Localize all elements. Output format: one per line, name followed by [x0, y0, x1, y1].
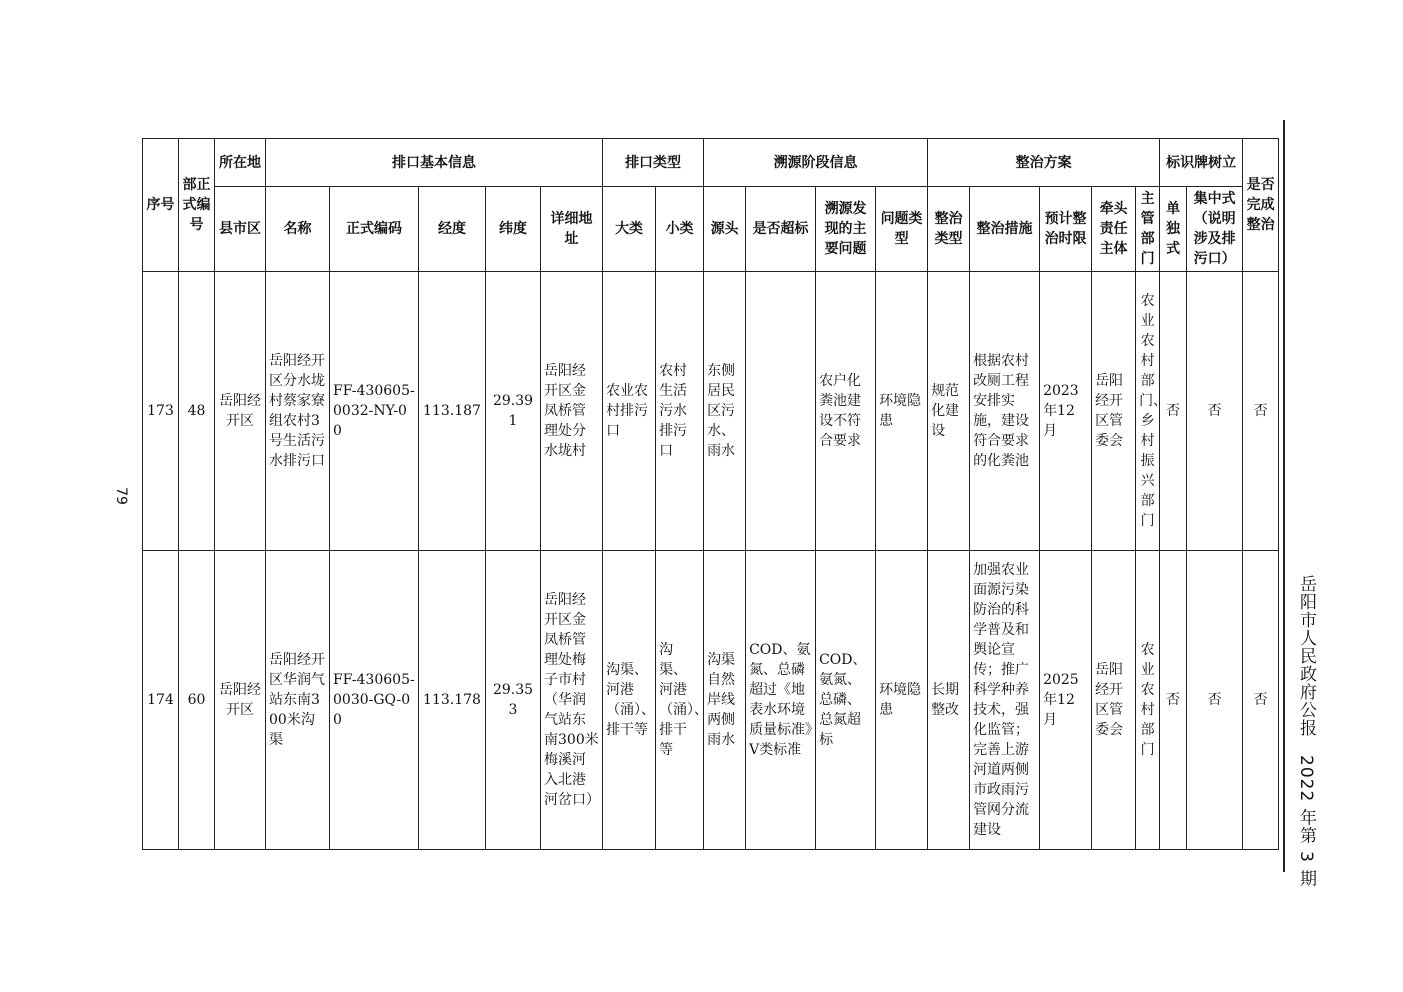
- cell-lat: 29.391: [486, 272, 541, 551]
- cell-problem: 农户化粪池建设不符合要求: [816, 272, 876, 551]
- journal-title: [1294, 575, 1319, 887]
- cell-address: 岳阳经开区金凤桥管理处分水垅村: [541, 272, 603, 551]
- cell-fix-type: 规范化建设: [928, 272, 970, 551]
- cell-source: 沟渠自然岸线两侧雨水: [704, 551, 746, 850]
- header-lng: 经度: [419, 187, 486, 272]
- cell-problem-type: 环境隐患: [876, 272, 928, 551]
- header-problem: 溯源发现的主要问题: [816, 187, 876, 272]
- header-fix-type: 整治类型: [928, 187, 970, 272]
- cell-code: FF-430605-0032-NY-00: [330, 272, 419, 551]
- cell-dept: 农业农村部门、乡村振兴部门: [1136, 272, 1160, 551]
- margin-rule: [1283, 120, 1285, 872]
- header-exceed: 是否超标: [746, 187, 816, 272]
- cell-problem: COD、氨氮、总磷、总氮超标: [816, 551, 876, 850]
- cell-county: 岳阳经开区: [215, 551, 266, 850]
- cell-county: 岳阳经开区: [215, 272, 266, 551]
- header-county: 县市区: [215, 187, 266, 272]
- cell-lng: 113.178: [419, 551, 486, 850]
- cell-seq: 174: [143, 551, 179, 850]
- header-problem-type: 问题类型: [876, 187, 928, 272]
- header-trace: 溯源阶段信息: [704, 139, 928, 187]
- header-outlet-type: 排口类型: [603, 139, 704, 187]
- cell-name: 岳阳经开区华润气站东南300米沟渠: [266, 551, 330, 850]
- cell-done: 否: [1243, 551, 1279, 850]
- cell-deadline: 2025年12月: [1040, 551, 1092, 850]
- header-deadline: 预计整治时限: [1040, 187, 1092, 272]
- header-sign: 标识牌树立: [1160, 139, 1243, 187]
- cell-seq: 173: [143, 272, 179, 551]
- header-lat: 纬度: [486, 187, 541, 272]
- cell-measures: 加强农业面源污染防治的科学普及和舆论宣传；推广科学种养技术，强化监管；完善上游河道两侧市政雨污管网分流建设: [970, 551, 1040, 850]
- header-address: 详细地址: [541, 187, 603, 272]
- header-measures: 整治措施: [970, 187, 1040, 272]
- header-dept: 主管部门: [1136, 187, 1160, 272]
- header-major: 大类: [603, 187, 656, 272]
- cell-done: 否: [1243, 272, 1279, 551]
- cell-address: 岳阳经开区金凤桥管理处梅子市村（华润气站东南300米梅溪河入北港河岔口）: [541, 551, 603, 850]
- header-plan: 整治方案: [928, 139, 1160, 187]
- cell-minor: 沟渠、河港（涌）、排干等: [656, 551, 704, 850]
- header-outlet-info: 排口基本信息: [266, 139, 603, 187]
- header-code: 正式编码: [330, 187, 419, 272]
- cell-dept: 农业农村部门: [1136, 551, 1160, 850]
- header-single: 单独式: [1160, 187, 1187, 272]
- cell-lead: 岳阳经开区管委会: [1092, 551, 1136, 850]
- cell-major: 农业农村排污口: [603, 272, 656, 551]
- cell-code: FF-430605-0030-GQ-00: [330, 551, 419, 850]
- cell-central: 否: [1187, 551, 1243, 850]
- table-row: [143, 551, 1279, 850]
- cell-dept-code: 48: [179, 272, 215, 551]
- cell-deadline: 2023年12月: [1040, 272, 1092, 551]
- cell-exceed: COD、氨氮、总磷超过《地表水环境质量标准》V类标准: [746, 551, 816, 850]
- outlet-table: [142, 138, 1279, 850]
- cell-measures: 根据农村改厕工程安排实施，建设符合要求的化粪池: [970, 272, 1040, 551]
- cell-lead: 岳阳经开区管委会: [1092, 272, 1136, 551]
- header-name: 名称: [266, 187, 330, 272]
- header-lead: 牵头责任主体: [1092, 187, 1136, 272]
- cell-dept-code: 60: [179, 551, 215, 850]
- header-done: 是否完成整治: [1243, 139, 1279, 272]
- header-source: 源头: [704, 187, 746, 272]
- cell-problem-type: 环境隐患: [876, 551, 928, 850]
- header-dept-code: 部正式编号: [179, 139, 215, 272]
- cell-lng: 113.187: [419, 272, 486, 551]
- cell-single: 否: [1160, 551, 1187, 850]
- cell-name: 岳阳经开区分水垅村蔡家寮组农村3号生活污水排污口: [266, 272, 330, 551]
- page-number: 79: [112, 487, 129, 505]
- cell-central: 否: [1187, 272, 1243, 551]
- cell-fix-type: 长期整改: [928, 551, 970, 850]
- cell-lat: 29.353: [486, 551, 541, 850]
- header-location: 所在地: [215, 139, 266, 187]
- cell-single: 否: [1160, 272, 1187, 551]
- cell-major: 沟渠、河港（涌）、排干等: [603, 551, 656, 850]
- header-central: 集中式（说明涉及排污口）: [1187, 187, 1243, 272]
- cell-source: 东侧居民区污水、雨水: [704, 272, 746, 551]
- cell-exceed: [746, 272, 816, 551]
- journal-name: 岳阳市人民政府公报: [1296, 575, 1316, 737]
- table-row: [143, 272, 1279, 551]
- cell-minor: 农村生活污水排污口: [656, 272, 704, 551]
- header-seq: 序号: [143, 139, 179, 272]
- journal-issue: 2022 年第 3 期: [1296, 755, 1316, 888]
- header-minor: 小类: [656, 187, 704, 272]
